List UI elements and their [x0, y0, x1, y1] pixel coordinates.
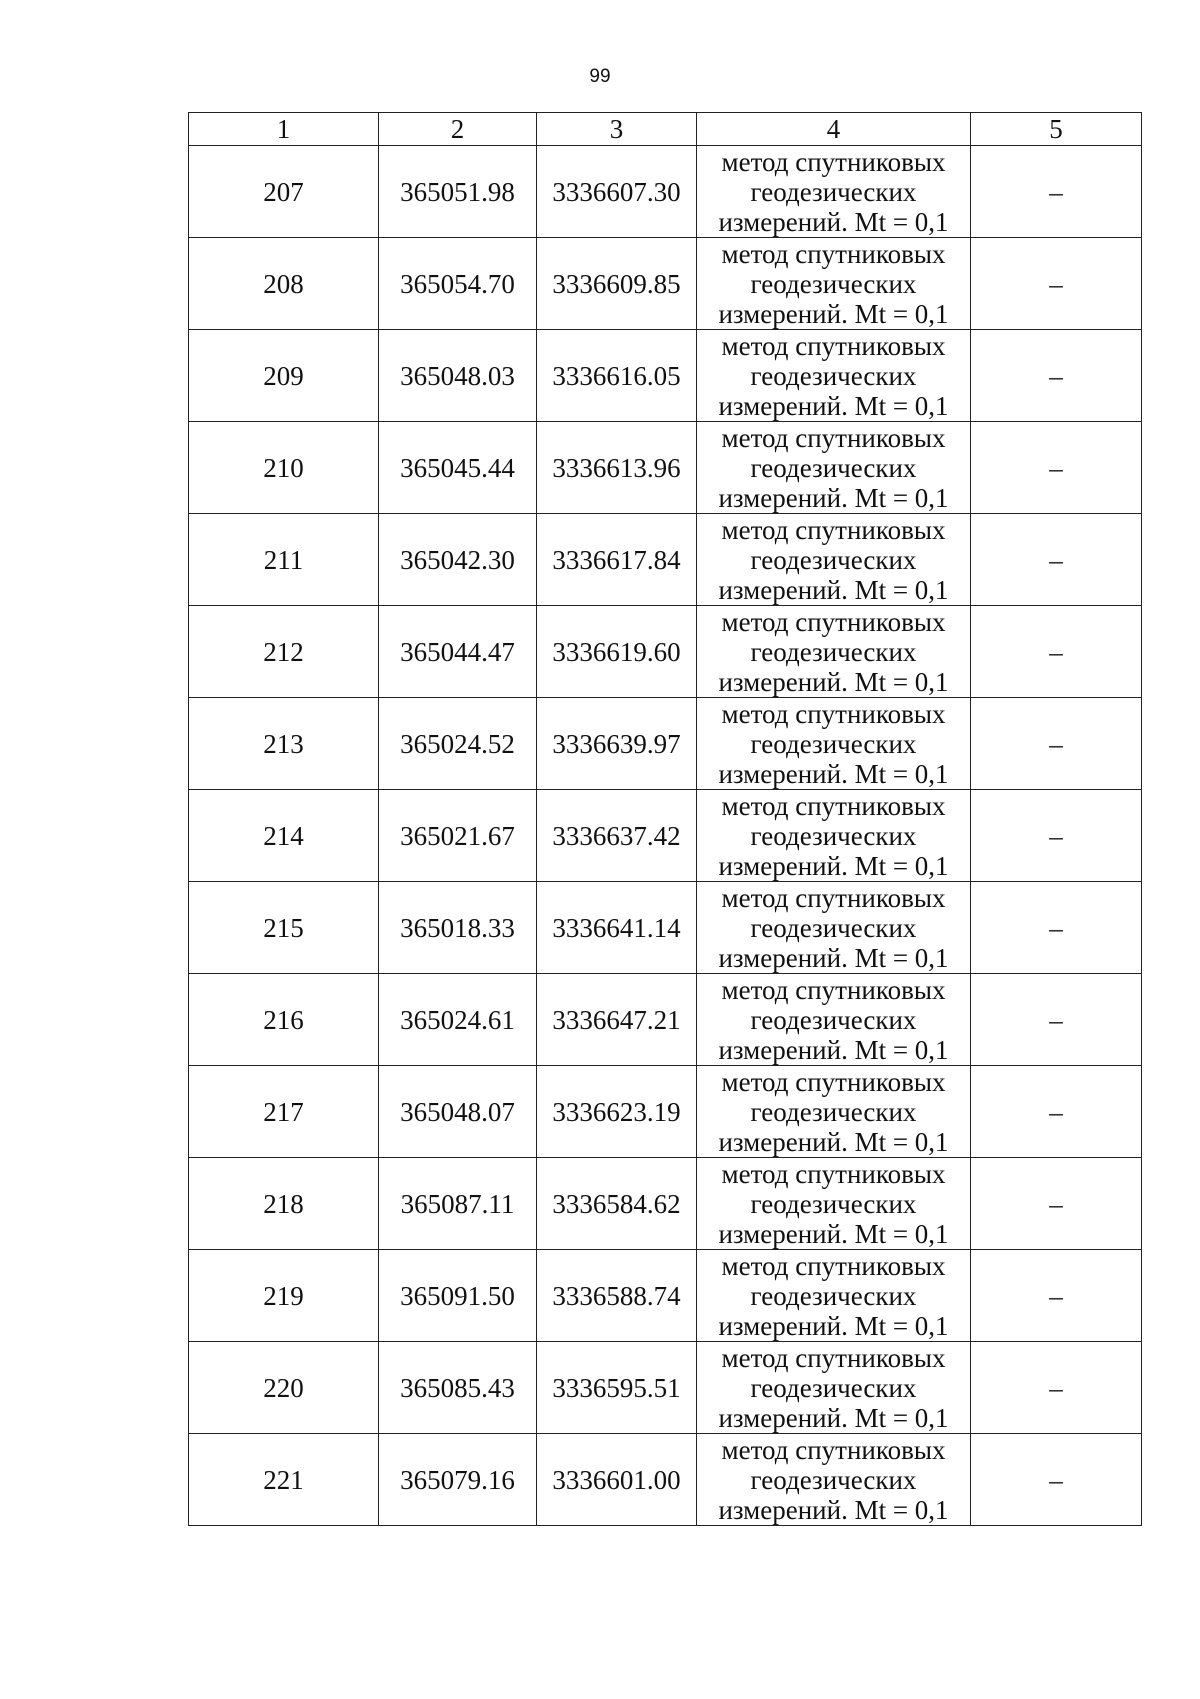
- point-number-cell: 216: [189, 974, 379, 1066]
- table-row: [189, 422, 1142, 514]
- table-row: [189, 698, 1142, 790]
- note-cell: –: [971, 1066, 1142, 1158]
- x-coordinate-cell: 365048.07: [379, 1066, 537, 1158]
- table-row: [189, 1066, 1142, 1158]
- note-cell: –: [971, 1250, 1142, 1342]
- method-line: метод спутниковых: [721, 146, 946, 177]
- method-line: геодезических: [750, 728, 917, 759]
- method-line: измерений. Mt = 0,1: [718, 1126, 949, 1157]
- note-cell: –: [971, 1342, 1142, 1434]
- method-cell: [697, 1158, 971, 1250]
- method-cell: [697, 514, 971, 606]
- point-number-cell: 213: [189, 698, 379, 790]
- header-col-3: 3: [537, 113, 697, 146]
- method-line: геодезических: [750, 1004, 917, 1035]
- method-line: измерений. Mt = 0,1: [718, 850, 949, 881]
- method-line: геодезических: [750, 1188, 917, 1219]
- method-line: метод спутниковых: [721, 422, 946, 453]
- table-row: [189, 606, 1142, 698]
- y-coordinate-cell: 3336637.42: [537, 790, 697, 882]
- method-cell: [697, 146, 971, 238]
- x-coordinate-cell: 365018.33: [379, 882, 537, 974]
- method-line: измерений. Mt = 0,1: [718, 390, 949, 421]
- point-number-cell: 207: [189, 146, 379, 238]
- method-line: геодезических: [750, 1096, 917, 1127]
- note-cell: –: [971, 514, 1142, 606]
- method-line: метод спутниковых: [721, 974, 946, 1005]
- x-coordinate-cell: 365045.44: [379, 422, 537, 514]
- method-line: метод спутниковых: [721, 1250, 946, 1281]
- y-coordinate-cell: 3336601.00: [537, 1434, 697, 1526]
- method-line: геодезических: [750, 360, 917, 391]
- point-number-cell: 217: [189, 1066, 379, 1158]
- y-coordinate-cell: 3336613.96: [537, 422, 697, 514]
- table-row: [189, 1434, 1142, 1526]
- note-cell: –: [971, 790, 1142, 882]
- method-line: геодезических: [750, 544, 917, 575]
- page-number: 99: [589, 66, 611, 87]
- x-coordinate-cell: 365021.67: [379, 790, 537, 882]
- note-cell: –: [971, 974, 1142, 1066]
- method-cell: [697, 1250, 971, 1342]
- x-coordinate-cell: 365051.98: [379, 146, 537, 238]
- point-number-cell: 211: [189, 514, 379, 606]
- x-coordinate-cell: 365054.70: [379, 238, 537, 330]
- header-col-1: 1: [189, 113, 379, 146]
- method-line: геодезических: [750, 1280, 917, 1311]
- point-number-cell: 215: [189, 882, 379, 974]
- table-row: [189, 974, 1142, 1066]
- point-number-cell: 208: [189, 238, 379, 330]
- header-row: [189, 113, 1142, 146]
- note-cell: –: [971, 238, 1142, 330]
- note-cell: –: [971, 1158, 1142, 1250]
- method-cell: [697, 1342, 971, 1434]
- method-line: измерений. Mt = 0,1: [718, 206, 949, 237]
- y-coordinate-cell: 3336639.97: [537, 698, 697, 790]
- note-cell: –: [971, 146, 1142, 238]
- method-line: измерений. Mt = 0,1: [718, 1034, 949, 1065]
- method-line: геодезических: [750, 1464, 917, 1495]
- method-line: метод спутниковых: [721, 1434, 946, 1465]
- method-line: метод спутниковых: [721, 1066, 946, 1097]
- table-row: [189, 514, 1142, 606]
- method-line: геодезических: [750, 912, 917, 943]
- x-coordinate-cell: 365044.47: [379, 606, 537, 698]
- point-number-cell: 220: [189, 1342, 379, 1434]
- method-cell: [697, 330, 971, 422]
- method-cell: [697, 790, 971, 882]
- x-coordinate-cell: 365085.43: [379, 1342, 537, 1434]
- method-cell: [697, 698, 971, 790]
- note-cell: –: [971, 1434, 1142, 1526]
- note-cell: –: [971, 422, 1142, 514]
- table-row: [189, 882, 1142, 974]
- y-coordinate-cell: 3336607.30: [537, 146, 697, 238]
- method-cell: [697, 1434, 971, 1526]
- y-coordinate-cell: 3336595.51: [537, 1342, 697, 1434]
- method-line: метод спутниковых: [721, 790, 946, 821]
- x-coordinate-cell: 365087.11: [379, 1158, 537, 1250]
- method-line: измерений. Mt = 0,1: [718, 758, 949, 789]
- table-row: [189, 1158, 1142, 1250]
- y-coordinate-cell: 3336641.14: [537, 882, 697, 974]
- coordinates-table: [188, 112, 1142, 1526]
- y-coordinate-cell: 3336617.84: [537, 514, 697, 606]
- point-number-cell: 221: [189, 1434, 379, 1526]
- x-coordinate-cell: 365079.16: [379, 1434, 537, 1526]
- point-number-cell: 218: [189, 1158, 379, 1250]
- method-line: измерений. Mt = 0,1: [718, 1310, 949, 1341]
- x-coordinate-cell: 365042.30: [379, 514, 537, 606]
- table-row: [189, 330, 1142, 422]
- method-line: измерений. Mt = 0,1: [718, 482, 949, 513]
- method-line: метод спутниковых: [721, 514, 946, 545]
- method-line: метод спутниковых: [721, 1158, 946, 1189]
- y-coordinate-cell: 3336623.19: [537, 1066, 697, 1158]
- method-line: измерений. Mt = 0,1: [718, 1494, 949, 1525]
- method-line: измерений. Mt = 0,1: [718, 1402, 949, 1433]
- method-line: метод спутниковых: [721, 330, 946, 361]
- note-cell: –: [971, 330, 1142, 422]
- y-coordinate-cell: 3336647.21: [537, 974, 697, 1066]
- method-line: геодезических: [750, 268, 917, 299]
- y-coordinate-cell: 3336616.05: [537, 330, 697, 422]
- header-col-4: 4: [697, 113, 971, 146]
- method-line: измерений. Mt = 0,1: [718, 298, 949, 329]
- method-line: геодезических: [750, 636, 917, 667]
- y-coordinate-cell: 3336588.74: [537, 1250, 697, 1342]
- header-col-2: 2: [379, 113, 537, 146]
- note-cell: –: [971, 606, 1142, 698]
- method-line: метод спутниковых: [721, 698, 946, 729]
- method-line: метод спутниковых: [721, 606, 946, 637]
- method-line: метод спутниковых: [721, 882, 946, 913]
- table-row: [189, 790, 1142, 882]
- point-number-cell: 210: [189, 422, 379, 514]
- method-line: измерений. Mt = 0,1: [718, 574, 949, 605]
- method-cell: [697, 422, 971, 514]
- method-line: геодезических: [750, 1372, 917, 1403]
- method-line: измерений. Mt = 0,1: [718, 1218, 949, 1249]
- note-cell: –: [971, 882, 1142, 974]
- x-coordinate-cell: 365091.50: [379, 1250, 537, 1342]
- method-cell: [697, 974, 971, 1066]
- method-line: метод спутниковых: [721, 1342, 946, 1373]
- method-line: измерений. Mt = 0,1: [718, 942, 949, 973]
- table-body: [189, 146, 1142, 1526]
- method-cell: [697, 606, 971, 698]
- method-line: геодезических: [750, 820, 917, 851]
- method-cell: [697, 238, 971, 330]
- table-row: [189, 1342, 1142, 1434]
- point-number-cell: 219: [189, 1250, 379, 1342]
- header-col-5: 5: [971, 113, 1142, 146]
- method-line: метод спутниковых: [721, 238, 946, 269]
- y-coordinate-cell: 3336584.62: [537, 1158, 697, 1250]
- point-number-cell: 212: [189, 606, 379, 698]
- point-number-cell: 209: [189, 330, 379, 422]
- x-coordinate-cell: 365048.03: [379, 330, 537, 422]
- method-cell: [697, 882, 971, 974]
- method-line: геодезических: [750, 176, 917, 207]
- table-row: [189, 1250, 1142, 1342]
- note-cell: –: [971, 698, 1142, 790]
- method-line: геодезических: [750, 452, 917, 483]
- x-coordinate-cell: 365024.52: [379, 698, 537, 790]
- table-header: [189, 113, 1142, 146]
- point-number-cell: 214: [189, 790, 379, 882]
- table-row: [189, 238, 1142, 330]
- method-line: измерений. Mt = 0,1: [718, 666, 949, 697]
- y-coordinate-cell: 3336619.60: [537, 606, 697, 698]
- x-coordinate-cell: 365024.61: [379, 974, 537, 1066]
- y-coordinate-cell: 3336609.85: [537, 238, 697, 330]
- method-cell: [697, 1066, 971, 1158]
- table-row: [189, 146, 1142, 238]
